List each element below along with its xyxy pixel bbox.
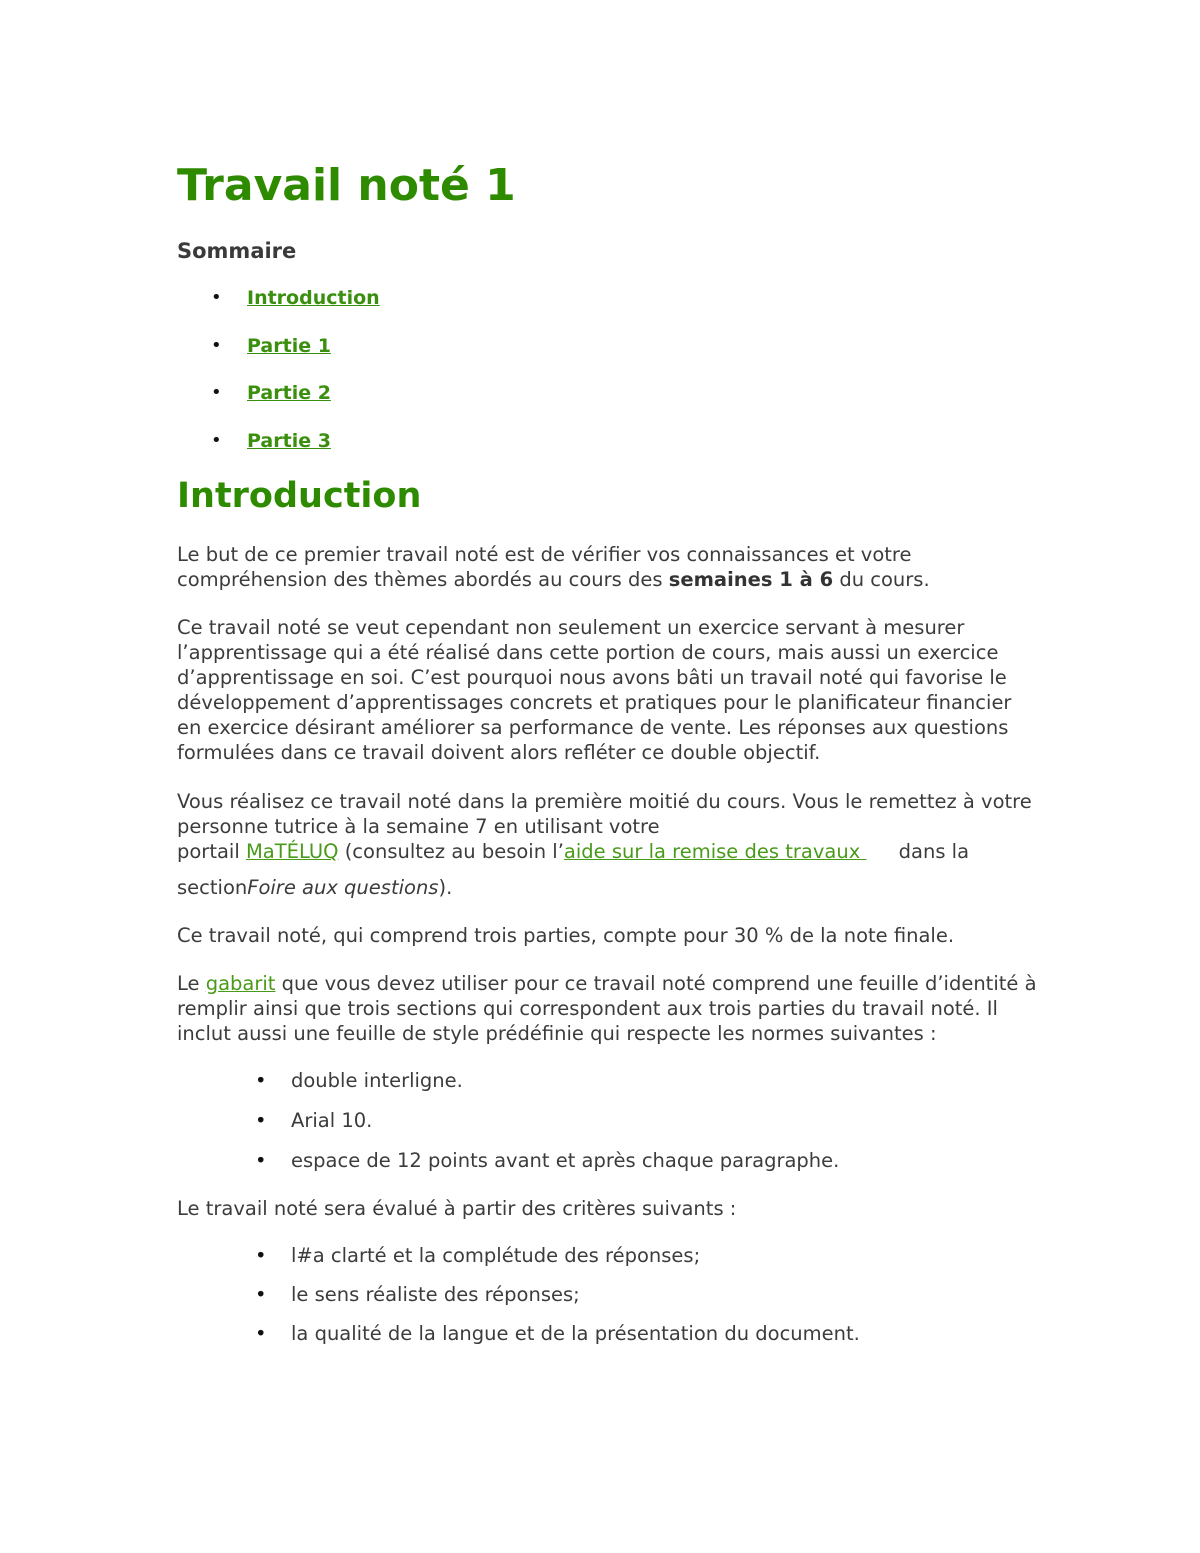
paragraph-text: dans la <box>892 840 970 863</box>
paragraph-text: ). <box>438 876 453 899</box>
toc-heading: Sommaire <box>177 239 297 263</box>
submission-help-link[interactable]: aide sur la remise des travaux <box>563 840 867 863</box>
gabarit-link[interactable]: gabarit <box>205 972 276 995</box>
list-item-text: la qualité de la langue et de la présentation du document. <box>291 1322 860 1345</box>
list-item-text: double interligne. <box>291 1069 463 1092</box>
bullet-icon: • <box>255 1069 267 1092</box>
toc-link-introduction[interactable]: Introduction <box>247 287 380 309</box>
paragraph-text: section <box>177 876 248 899</box>
norms-list <box>177 1068 1037 1174</box>
paragraph-text: que vous devez utiliser pour ce travail noté comprend une feuille d’identité à remplir ainsi que trois sections qui correspondent aux trois parties du travail noté. Il inclut aussi une feuille de style prédéfinie qui respecte les normes suivantes : <box>177 972 1037 1045</box>
bullet-icon: • <box>211 287 222 308</box>
list-item-text: le sens réaliste des réponses; <box>291 1283 580 1306</box>
paragraph-text: portail <box>177 840 246 863</box>
paragraph-objective: Ce travail noté se veut cependant non seulement un exercice servant à mesurer l’apprentissage qui a été réalisé dans cette portion de cours, mais aussi un exercice d’apprentissage en soi. C’est pourquoi nous avons bâti un travail noté qui favorise le développement d’apprentissages concrets et pratiques pour le planificateur financier en exercice désirant améliorer sa performance de vente. Les réponses aux questions formulées dans ce travail doivent alors refléter ce double objectif. <box>177 616 1012 764</box>
toc-list <box>177 284 1037 455</box>
list-item <box>177 1243 1037 1269</box>
document-page <box>177 160 1037 1347</box>
paragraph-purpose <box>177 542 1037 592</box>
bullet-icon: • <box>211 334 222 356</box>
list-item <box>177 1108 1037 1134</box>
bullet-icon: • <box>211 382 222 403</box>
bullet-icon: • <box>211 429 222 451</box>
paragraph-template <box>177 971 1037 1046</box>
paragraph-criteria-intro: Le travail noté sera évalué à partir des critères suivants : <box>177 1197 737 1220</box>
list-item-text: espace de 12 points avant et après chaque paragraphe. <box>291 1149 840 1172</box>
paragraph-bold-text: semaines 1 à 6 <box>668 568 834 591</box>
bullet-icon: • <box>255 1149 267 1172</box>
list-item <box>177 1321 1037 1347</box>
list-item <box>177 1148 1037 1174</box>
toc-item <box>177 427 1037 455</box>
faq-section-name: Foire aux questions <box>247 876 439 899</box>
paragraph-text: Le but de ce premier travail noté est de vérifier vos connaissances et votre compréhension des thèmes abordés au cours des <box>177 543 912 591</box>
bullet-icon: • <box>255 1283 267 1306</box>
list-item <box>177 1282 1037 1308</box>
toc-item <box>177 332 1037 360</box>
list-item-text: Arial 10. <box>291 1109 373 1132</box>
bullet-icon: • <box>255 1244 267 1267</box>
mateluq-link[interactable]: MaTÉLUQ <box>245 840 339 863</box>
document-title: Travail noté 1 <box>177 160 516 211</box>
toc-link-partie-3[interactable]: Partie 3 <box>247 429 331 452</box>
list-item-text: l#a clarté et la complétude des réponses; <box>291 1244 701 1267</box>
paragraph-text: Le <box>177 972 206 995</box>
section-heading-introduction: Introduction <box>177 476 422 516</box>
paragraph-text: Vous réalisez ce travail noté dans la première moitié du cours. Vous le remettez à votre personne tutrice à la semaine 7 en utilisant votre <box>177 790 1032 838</box>
bullet-icon: • <box>255 1322 267 1345</box>
toc-item <box>177 379 1037 407</box>
bullet-icon: • <box>255 1109 267 1132</box>
paragraph-text: du cours. <box>833 568 930 591</box>
paragraph-submission <box>177 789 1037 900</box>
paragraph-weight: Ce travail noté, qui comprend trois parties, compte pour 30 % de la note finale. <box>177 924 955 947</box>
toc-link-partie-1[interactable]: Partie 1 <box>247 334 331 357</box>
paragraph-text: (consultez au besoin l’ <box>338 840 564 863</box>
toc-item <box>177 284 1037 312</box>
list-item <box>177 1068 1037 1094</box>
toc-link-partie-2[interactable]: Partie 2 <box>247 382 331 404</box>
criteria-list <box>177 1243 1037 1347</box>
